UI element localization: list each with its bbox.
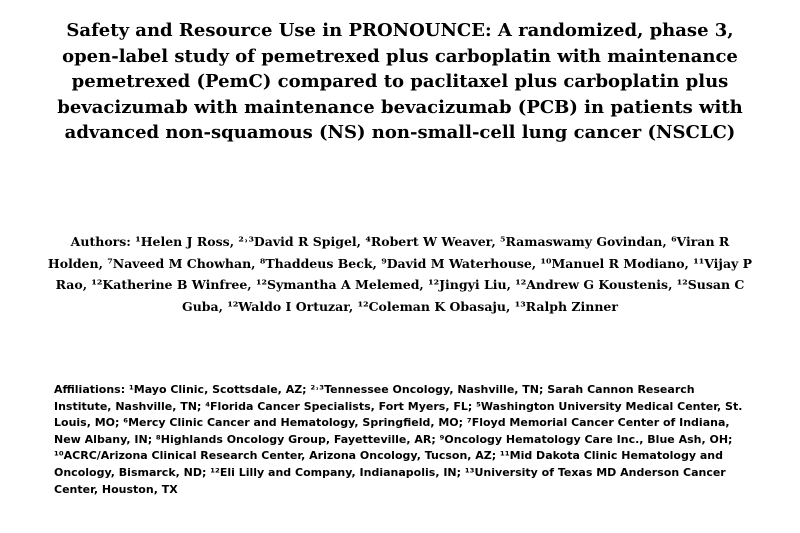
affiliation-list: Affiliations: ¹Mayo Clinic, Scottsdale, AZ; ²˒³Tennessee Oncology, Nashville, TN; Sarah Cannon Research Institute, Nashville, TN; ⁴Florida Cancer Specialists, Fort Myers, FL; ⁵Washington University Medical Center, St. Louis, MO; ⁶Mercy Clinic Cancer and Hematology, Springfield, MO; ⁷Floyd Memorial Cancer Center of Indiana, New Albany, IN; ⁸Highlands Oncology Group, Fayetteville, AR; ⁹Oncology Hematology Care Inc., Blue Ash, OH; ¹⁰ACRC/Arizona Clinical Research Center, Arizona Oncology, Tucson, AZ; ¹¹Mid Dakota Clinic Hematology and Oncology, Bismarck, ND; ¹²Eli Lilly and Company, Indianapolis, IN; ¹³University of Texas MD Anderson Cancer Center, Houston, TX: [54, 383, 743, 496]
paper-title: Safety and Resource Use in PRONOUNCE: A randomized, phase 3, open-label study of pemetrexed plus carboplatin with maintenance pemetrexed (PemC) compared to paclitaxel plus carboplatin plus bevacizumab with maintenance bevacizumab (PCB) in patients with advanced non-squamous (NS) non-small-cell lung cancer (NSCLC): [57, 20, 743, 144]
author-list: Authors: ¹Helen J Ross, ²˒³David R Spigel, ⁴Robert W Weaver, ⁵Ramaswamy Govindan, ⁶Viran R Holden, ⁷Naveed M Chowhan, ⁸Thaddeus Beck, ⁹David M Waterhouse, ¹⁰Manuel R Modiano, ¹¹Vijay P Rao, ¹²Katherine B Winfree, ¹²Symantha A Melemed, ¹²Jingyi Liu, ¹²Andrew G Koustenis, ¹²Susan C Guba, ¹²Waldo I Ortuzar, ¹²Coleman K Obasaju, ¹³Ralph Zinner: [47, 234, 753, 314]
